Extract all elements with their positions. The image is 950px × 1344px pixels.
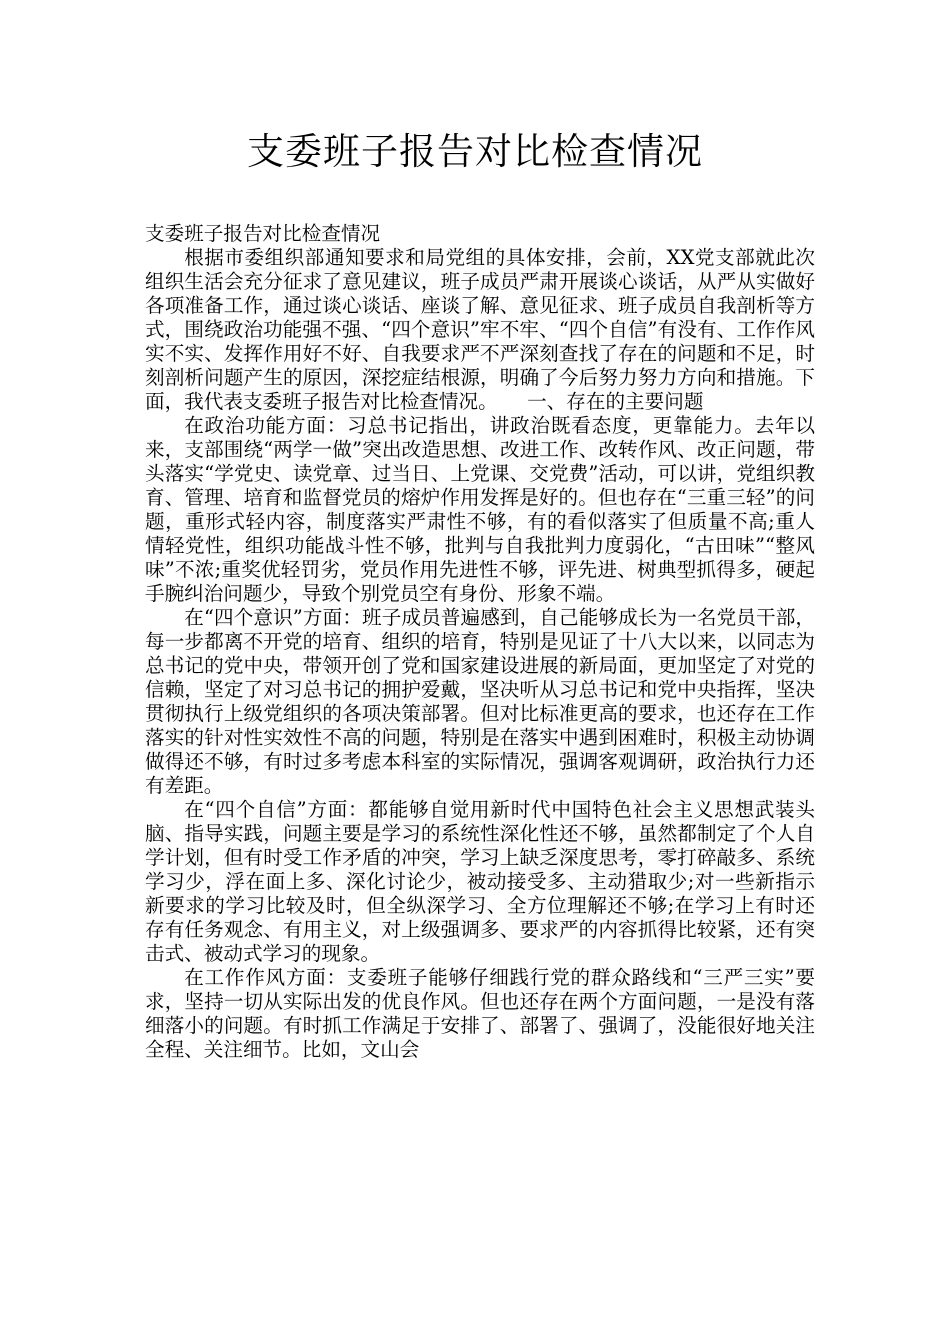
paragraph-four-consciousness: 在“四个意识”方面：班子成员普遍感到，自己能够成长为一名党员干部，每一步都离不开党的培育、组织的培育，特别是见证了十八大以来，以同志为总书记的党中央，带领开创了党和国家建设进展的新局面，更加坚定了对党的信赖，坚定了对习总书记的拥护爱戴，坚决听从习总书记和党中央指挥，坚决贯彻执行上级党组织的各项决策部署。但对比标准更高的要求，也还存在工作落实的针对性实效性不高的问题，特别是在落实中遇到困难时，积极主动协调做得还不够，有时过多考虑本科室的实际情况，强调客观调研，政治执行力还有差距。 — [145, 606, 815, 797]
paragraph-intro: 根据市委组织部通知要求和局党组的具体安排，会前，XX党支部就此次组织生活会充分征求了意见建议，班子成员严肃开展谈心谈话，从严从实做好各项准备工作，通过谈心谈话、座谈了解、意见征求、班子成员自我剖析等方式，围绕政治功能强不强、“四个意识”牢不牢、“四个自信”有没有、工作作风实不实、发挥作用好不好、自我要求严不严深刻查找了存在的问题和不足，时刻剖析问题产生的原因，深挖症结根源，明确了今后努力努力方向和措施。下面，我代表支委班子报告对比检查情况。 一、存在的主要问题 — [145, 246, 815, 413]
paragraph-four-confidence: 在“四个自信”方面：都能够自觉用新时代中国特色社会主义思想武装头脑、指导实践，问题主要是学习的系统性深化性还不够，虽然都制定了个人自学计划，但有时受工作矛盾的冲突，学习上缺乏深度思考，零打碎敲多、系统学习少，浮在面上多、深化讨论少，被动接受多、主动猎取少;对一些新指示新要求的学习比较及时，但全纵深学习、全方位理解还不够;在学习上有时还存有任务观念、有用主义，对上级强调多、要求严的内容抓得比较紧，还有突击式、被动式学习的现象。 — [145, 798, 815, 965]
document-subtitle: 支委班子报告对比检查情况 — [145, 222, 381, 245]
paragraph-political-function: 在政治功能方面：习总书记指出，讲政治既看态度，更靠能力。去年以来，支部围绕“两学一做”突出改造思想、改进工作、改转作风、改正问题，带头落实“学党史、读党章、过当日、上党课、交党费”活动，可以讲，党组织教育、管理、培育和监督党员的熔炉作用发挥是好的。但也存在“三重三轻”的问题，重形式轻内容，制度落实严肃性不够，有的看似落实了但质量不高;重人情轻党性，组织功能战斗性不够，批判与自我批判力度弱化，“古田味”“整风味”不浓;重奖优轻罚劣，党员作用先进性不够，评先进、树典型抓得多，硬起手腕纠治问题少，导致个别党员空有身份、形象不端。 — [145, 414, 815, 605]
paragraph-work-style: 在工作作风方面：支委班子能够仔细践行党的群众路线和“三严三实”要求，坚持一切从实际出发的优良作风。但也还存在两个方面问题，一是没有落细落小的问题。有时抓工作满足于安排了、部署了、强调了，没能很好地关注全程、关注细节。比如，文山会 — [145, 966, 815, 1061]
document-title: 支委班子报告对比检查情况 — [247, 130, 703, 173]
document-body — [145, 222, 815, 1062]
